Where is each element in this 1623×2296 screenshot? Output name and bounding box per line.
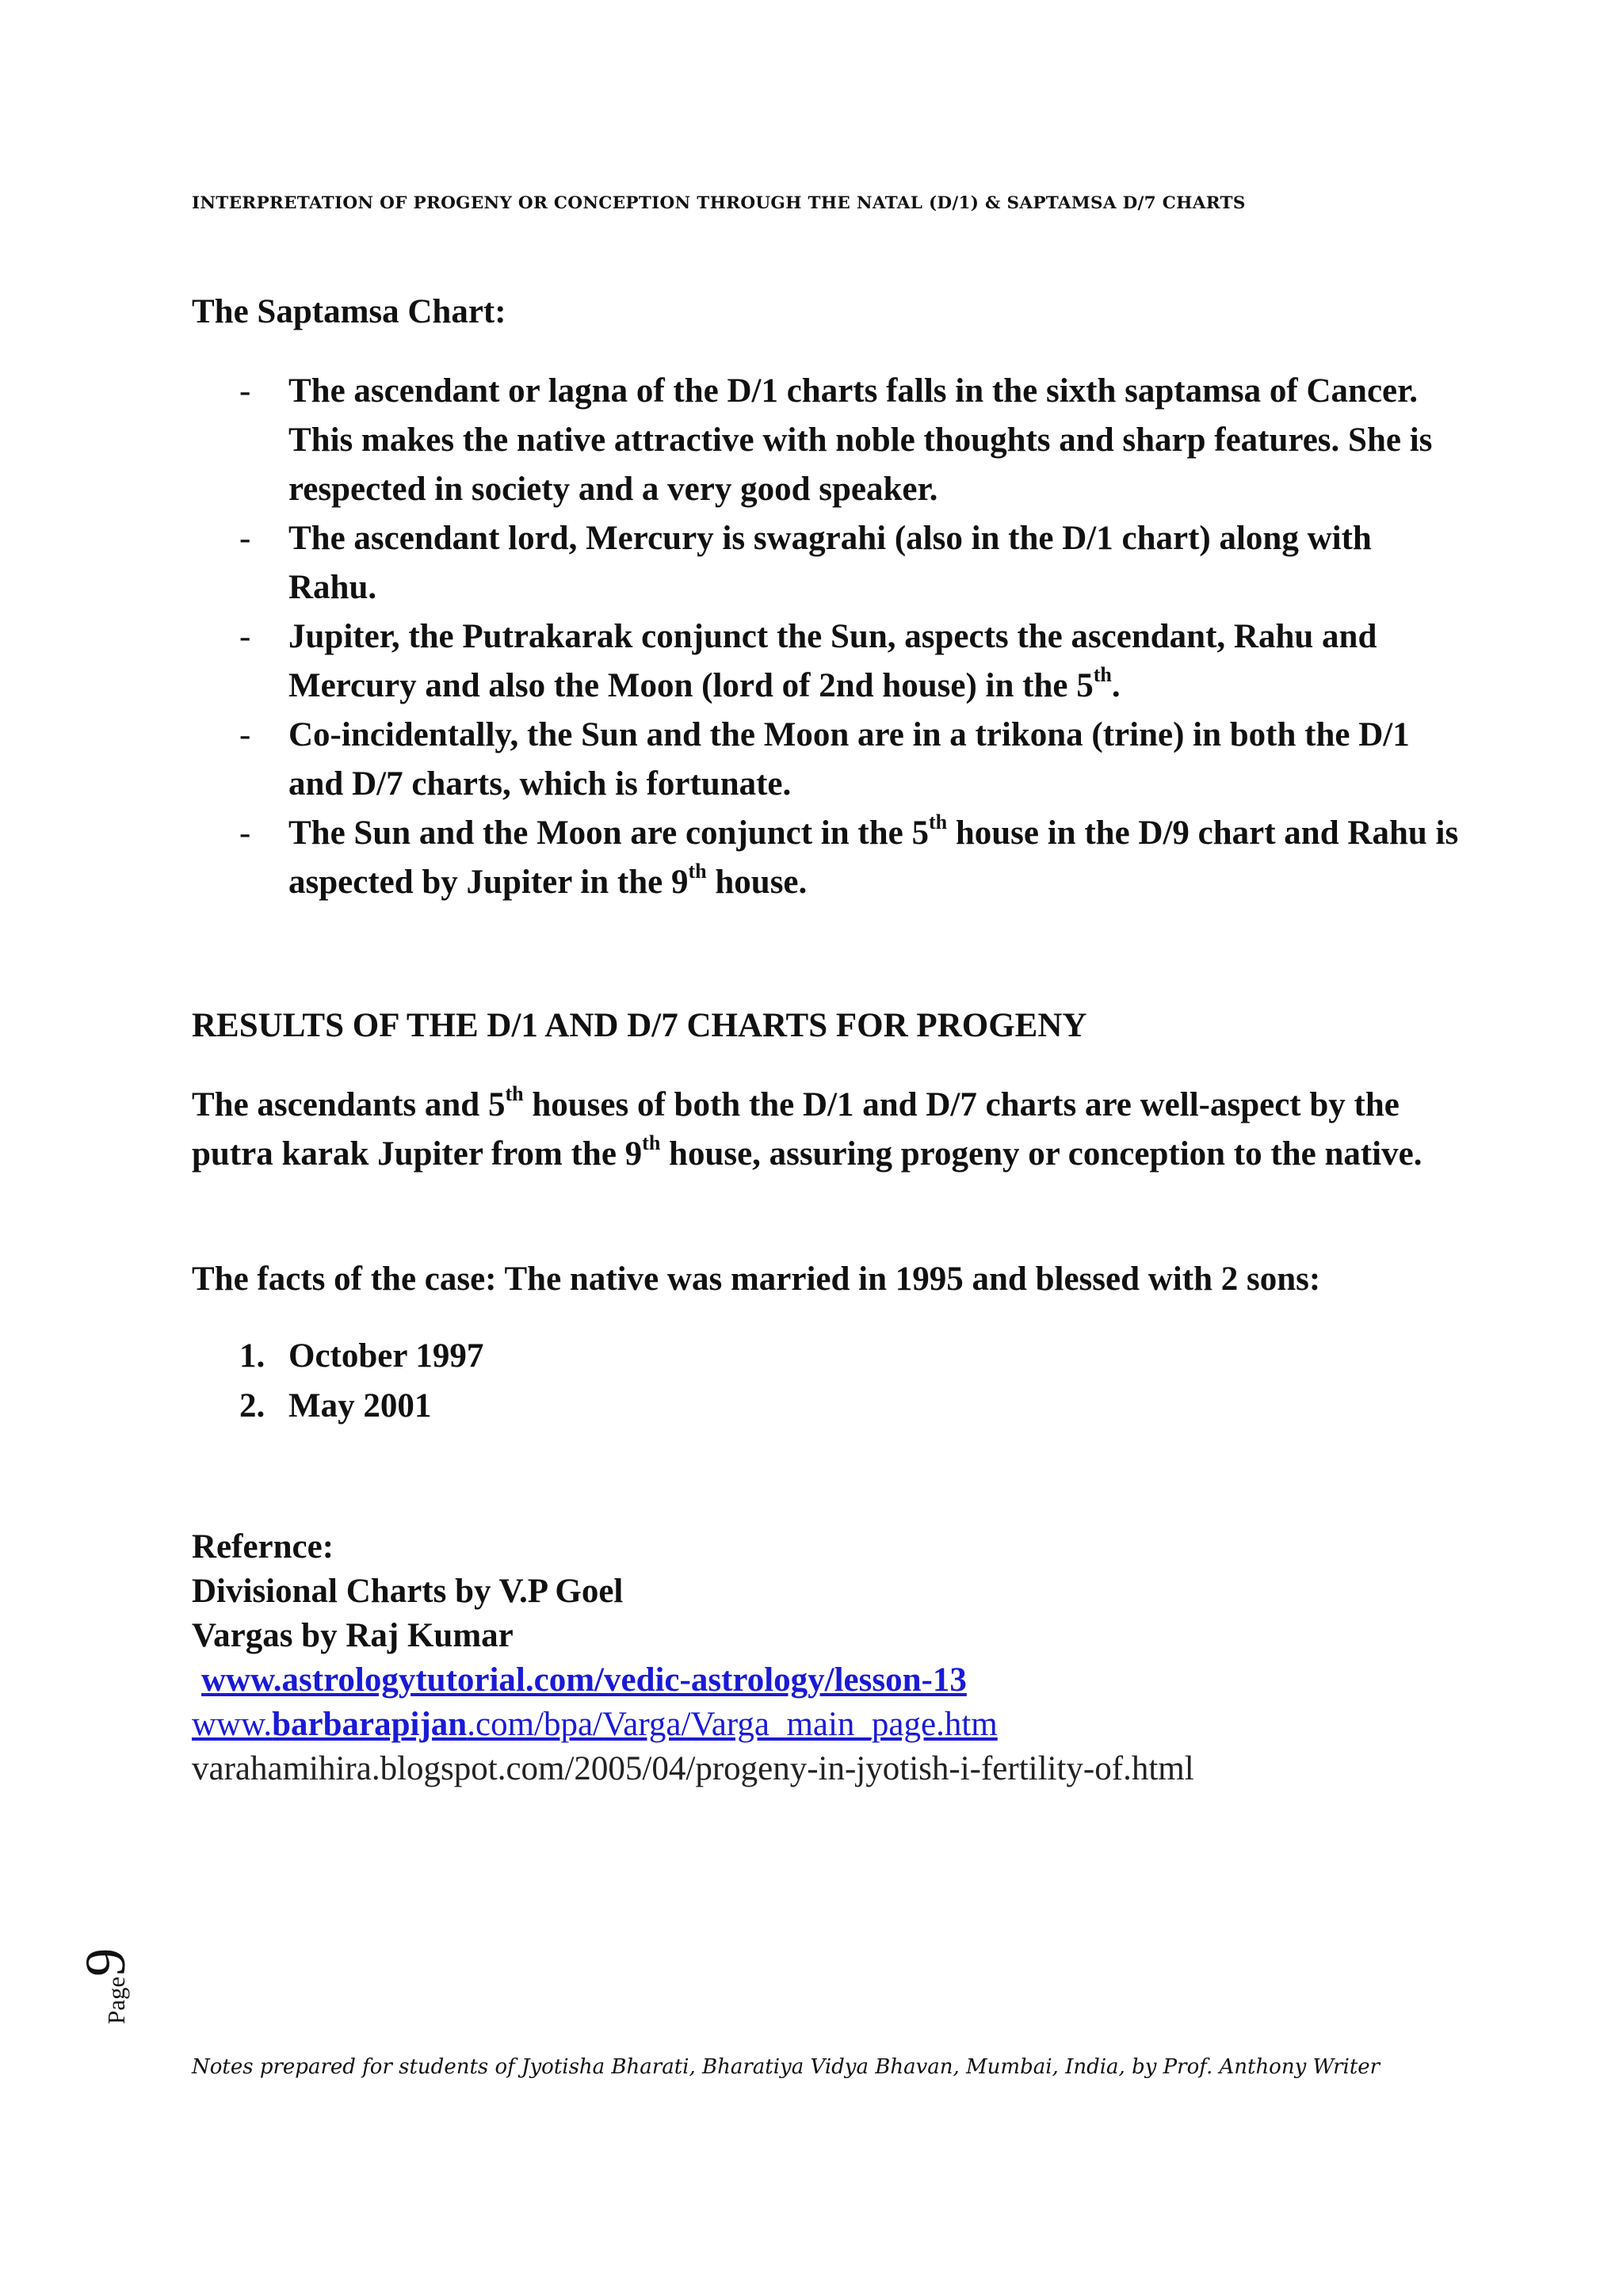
link-prefix: www.: [192, 1706, 273, 1743]
bullet-text-mid: house in the D/9 chart and Rahu is aspected by Jupiter in the 9: [288, 814, 1459, 901]
page-number: 9: [74, 1947, 137, 1977]
bullet-item: [239, 514, 1460, 612]
list-text: May 2001: [288, 1387, 432, 1425]
reference-book: Vargas by Raj Kumar: [192, 1617, 514, 1654]
page-word: Page: [102, 1976, 130, 2024]
superscript-th: th: [505, 1081, 524, 1105]
results-text: The ascendants and 5: [192, 1086, 506, 1123]
page-footer: Notes prepared for students of Jyotisha Bharati, Bharatiya Vidya Bhavan, Mumbai, India, by Prof. Anthony Writer: [192, 2055, 1381, 2079]
superscript-th: th: [1093, 662, 1112, 686]
link-suffix: .com/bpa/Varga/Varga_main_page.htm: [467, 1706, 998, 1743]
list-item: [239, 1331, 483, 1381]
bullet-dash: -: [239, 814, 251, 852]
list-number: 2.: [239, 1387, 265, 1425]
reference-link-text[interactable]: [192, 1706, 998, 1743]
bullet-dash: -: [239, 372, 251, 410]
results-text: house, assuring progeny or conception to the native.: [660, 1135, 1423, 1173]
page-number-label: [73, 1897, 184, 2024]
bullet-item: [239, 809, 1460, 907]
saptamsa-heading: The Saptamsa Chart:: [192, 293, 506, 330]
sons-list: [239, 1331, 483, 1431]
superscript-th: th: [928, 810, 948, 833]
bullet-text: Jupiter, the Putrakarak conjunct the Sun, aspects the ascendant, Rahu and Mercury and also the Moon (lord of 2nd house) in the 5: [288, 618, 1377, 704]
bullet-dash: -: [239, 716, 251, 753]
bullet-text-end: .: [1111, 667, 1121, 704]
reference-link[interactable]: [192, 1658, 1194, 1703]
page-header: INTERPRETATION OF PROGENY OR CONCEPTION THROUGH THE NATAL (D/1) & SAPTAMSA D/7 CHARTS: [192, 193, 1246, 213]
bullet-text: The ascendant or lagna of the D/1 charts falls in the sixth saptamsa of Cancer. This makes the native attractive with noble thoughts and sharp features. She is respected in society and a very good speaker.: [288, 372, 1433, 508]
superscript-th: th: [642, 1131, 661, 1154]
bullet-dash: -: [239, 520, 251, 557]
bullet-text: The Sun and the Moon are conjunct in the 5: [288, 814, 929, 852]
bullet-item: [239, 711, 1460, 809]
reference-url: varahamihira.blogspot.com/2005/04/progeny-in-jyotish-i-fertility-of.html: [192, 1750, 1194, 1787]
results-heading: RESULTS OF THE D/1 AND D/7 CHARTS FOR PROGENY: [192, 1007, 1087, 1044]
bullet-text-end: house.: [706, 864, 808, 901]
superscript-th: th: [688, 859, 707, 883]
list-number: 1.: [239, 1337, 265, 1375]
reference-label: Refernce:: [192, 1528, 334, 1566]
results-paragraph: [192, 1081, 1460, 1179]
bullet-text: Co-incidentally, the Sun and the Moon are in a trikona (trine) in both the D/1 and D/7 charts, which is fortunate.: [288, 716, 1410, 803]
facts-paragraph: The facts of the case: The native was married in 1995 and blessed with 2 sons:: [192, 1261, 1321, 1298]
bullet-item: [239, 367, 1460, 514]
list-item: [239, 1381, 483, 1431]
results-text: houses of both the D/1 and D/7 charts are well-aspect by the putra karak Jupiter from the 9: [192, 1086, 1400, 1173]
bullet-item: [239, 612, 1460, 711]
list-text: October 1997: [288, 1337, 484, 1375]
bullet-dash: -: [239, 618, 251, 655]
reference-link[interactable]: [192, 1703, 1194, 1747]
saptamsa-bullet-list: [239, 367, 1460, 907]
bullet-text: The ascendant lord, Mercury is swagrahi (also in the D/1 chart) along with Rahu.: [288, 520, 1372, 606]
reference-link-text[interactable]: www.astrologytutorial.com/vedic-astrology/lesson-13: [201, 1661, 967, 1699]
reference-section: [192, 1525, 1194, 1791]
link-bold-part: barbarapijan: [272, 1706, 468, 1743]
reference-book: Divisional Charts by V.P Goel: [192, 1573, 624, 1610]
